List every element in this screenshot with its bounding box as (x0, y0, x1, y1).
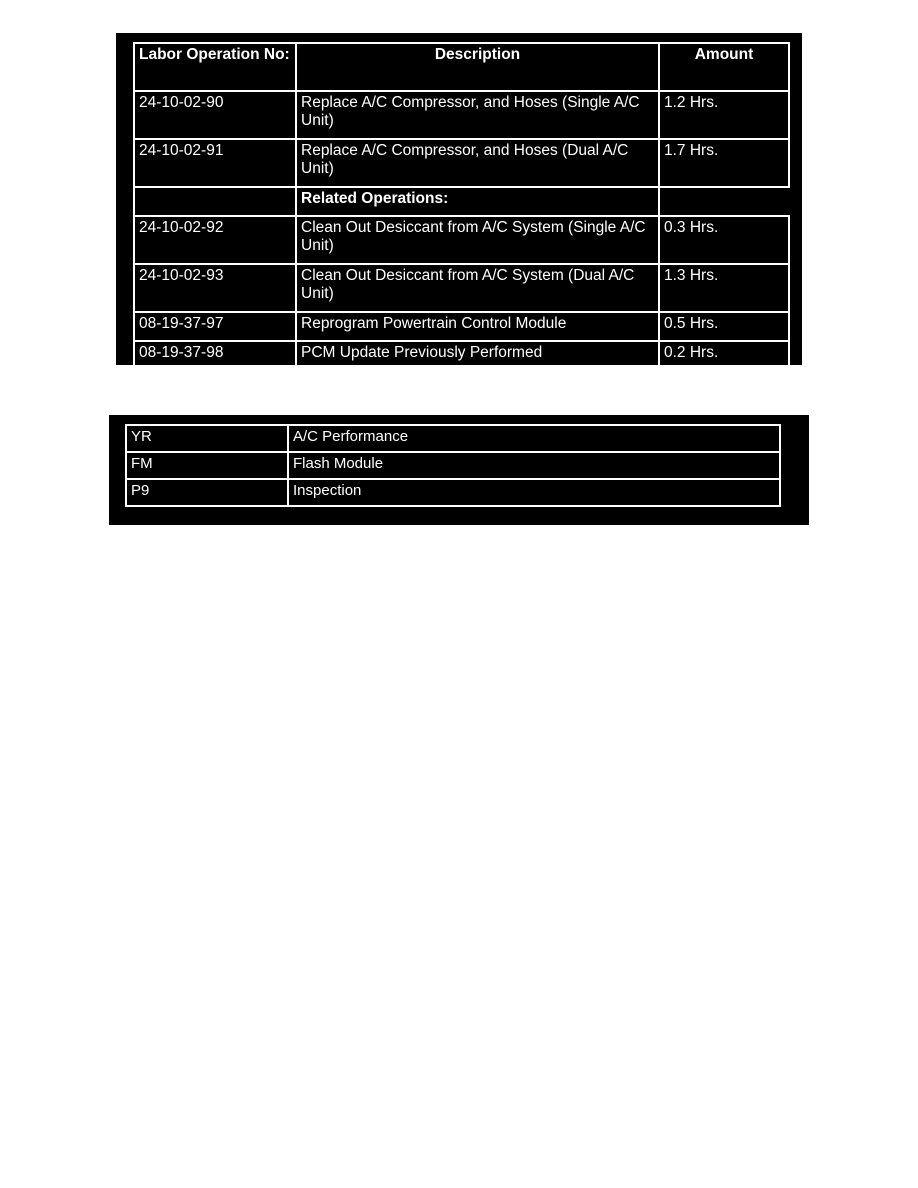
related-operations-row (134, 187, 789, 216)
empty-cell (134, 187, 296, 216)
amount-cell: 0.3 Hrs. (659, 216, 789, 264)
table-row (134, 264, 789, 312)
header-description: Description (296, 43, 659, 91)
table-row (134, 91, 789, 139)
table-row (126, 479, 780, 506)
code-label-cell: Inspection (288, 479, 780, 506)
labor-op-cell: 24-10-02-93 (134, 264, 296, 312)
description-cell: Clean Out Desiccant from A/C System (Dual A/C Unit) (296, 264, 659, 312)
description-cell: Clean Out Desiccant from A/C System (Single A/C Unit) (296, 216, 659, 264)
description-cell: PCM Update Previously Performed (296, 341, 659, 370)
table-row (134, 341, 789, 370)
labor-op-cell: 24-10-02-91 (134, 139, 296, 187)
table-header-row (134, 43, 789, 91)
amount-cell: 0.2 Hrs. (659, 341, 789, 370)
amount-cell: 1.7 Hrs. (659, 139, 789, 187)
table-row (126, 452, 780, 479)
header-amount: Amount (659, 43, 789, 91)
description-cell: Replace A/C Compressor, and Hoses (Dual A/C Unit) (296, 139, 659, 187)
codes-table (125, 424, 781, 507)
amount-cell: 1.3 Hrs. (659, 264, 789, 312)
labor-op-cell: 24-10-02-90 (134, 91, 296, 139)
code-cell: YR (126, 425, 288, 452)
code-label-cell: A/C Performance (288, 425, 780, 452)
empty-cell (659, 187, 789, 216)
code-cell: P9 (126, 479, 288, 506)
description-cell: Reprogram Powertrain Control Module (296, 312, 659, 341)
codes-panel (109, 415, 809, 525)
header-labor-operation-no: Labor Operation No: (134, 43, 296, 91)
table-row (126, 425, 780, 452)
related-operations-label: Related Operations: (296, 187, 659, 216)
table-row (134, 139, 789, 187)
amount-cell: 0.5 Hrs. (659, 312, 789, 341)
labor-op-cell: 08-19-37-98 (134, 341, 296, 370)
labor-op-cell: 24-10-02-92 (134, 216, 296, 264)
code-cell: FM (126, 452, 288, 479)
labor-operations-table (133, 42, 790, 371)
description-cell: Replace A/C Compressor, and Hoses (Single A/C Unit) (296, 91, 659, 139)
table-row (134, 312, 789, 341)
table-row (134, 216, 789, 264)
code-label-cell: Flash Module (288, 452, 780, 479)
amount-cell: 1.2 Hrs. (659, 91, 789, 139)
labor-operations-panel (116, 33, 802, 365)
labor-op-cell: 08-19-37-97 (134, 312, 296, 341)
